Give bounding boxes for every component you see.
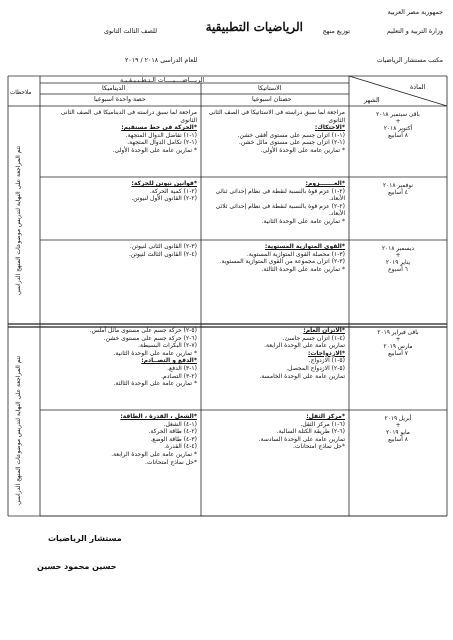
topic-line: * تمارين عامة على الوحدة الثانية. — [261, 217, 345, 225]
month-line: ديسمبر ٢٠١٨ — [382, 246, 414, 252]
topic-line: (٢-٣) التصادم. — [161, 372, 197, 380]
month-line: أبريل ٢٠١٩ — [384, 416, 412, 422]
month-cell — [351, 330, 445, 358]
page-title: الرياضيات التطبيقية — [205, 20, 303, 34]
year-label: للعام الدراسى ٢٠١٨ / ٢٠١٩ — [125, 57, 198, 64]
topic-line: تمارين عامة على الوحدة السادسة. — [258, 435, 345, 443]
dynamics-cell — [43, 327, 197, 388]
statics-cell — [204, 109, 345, 155]
notes-term1: تتم المراجعة على النهاية لتدريس موضوعات المنهج الدراسي — [15, 145, 22, 295]
month-line: يناير ٢٠١٩ — [385, 260, 411, 266]
topic-line: (١-١) اتزان جسم على مستوى أفقى خشن. — [237, 131, 345, 139]
month-line: + — [395, 337, 401, 343]
distribution-label: توزيع منهج — [322, 28, 350, 35]
month-line: نوفمبر ٢٠١٨ — [383, 183, 413, 189]
sub-dynamics-header: حصة واحدة اسبوعيا — [94, 96, 146, 103]
month-cell — [351, 112, 445, 140]
month-line: ٧ أسابيع — [388, 351, 408, 357]
topic-line: *القوى المتوازية المستوية: — [264, 243, 345, 250]
dynamics-cell — [43, 243, 197, 258]
topic-line: (١-٢) تكامل الدوال المتجهة. — [127, 139, 197, 147]
topic-line: (٥-٢) الازدواج المحصل. — [286, 364, 345, 372]
topic-line: (٢-٢) عزم قوة بالنسبة لنقطة فى نظام إحداثى ثلاثى الأبعاد. — [215, 202, 345, 218]
month-line: مارس ٢٠١٩ — [383, 344, 413, 350]
col-material-header: المادة — [410, 84, 426, 91]
topic-line: *مركز الثقل: — [306, 413, 345, 420]
topic-line: (٣-٢) القانون الثانى لنيوتن. — [129, 243, 197, 250]
country-line: جمهورية مصر العربية — [387, 9, 443, 16]
topic-line: *قوانين نيوتن للحركة: — [131, 180, 197, 187]
dynamics-cell — [43, 413, 197, 466]
grade-label: للصف الثالث الثانوى — [104, 28, 157, 35]
col-month-header: الشهر — [364, 97, 380, 104]
topic-line: (١-٣) الدفع. — [167, 364, 197, 372]
topic-line: (٤-٢) القانون الثالث لنيوتن. — [128, 250, 197, 258]
sub-statics-header: حصتان اسبوعيا — [252, 96, 292, 103]
topic-line: * تمارين عامة على الوحدة الرابعة. — [111, 450, 197, 458]
month-line: ٨ أسابيع — [388, 133, 408, 139]
notes-term2: تتم المراجعة على النهاية لتدريس موضوعات المنهج الدراسي — [15, 355, 22, 505]
col-dynamics-header: الديناميكا — [102, 85, 126, 92]
statics-cell — [204, 327, 345, 380]
topic-line: * تمارين عامة على الوحدة الثالثة. — [113, 380, 197, 388]
topic-line: *الحركة فى خط مستقيم: — [121, 124, 197, 132]
topic-line: (١-١) تفاضل الدوال المتجهة. — [125, 131, 197, 139]
statics-cell — [204, 180, 345, 226]
month-line: ٤ أسابيع — [388, 190, 408, 196]
topic-line: * تمارين عامة على الوحدة الأولى. — [260, 146, 345, 154]
topic-line: *الاحتكاك: — [314, 124, 345, 132]
dynamics-cell — [43, 180, 197, 203]
signature-name: حسين محمود حسين — [37, 562, 117, 571]
topic-line: تمارين عامة على الوحدة الخامسة. — [259, 372, 345, 380]
topic-line: (٦-٢) حركة جسم على مستوى خشن. — [103, 334, 197, 342]
topic-line: *الازدواجات: — [308, 349, 345, 357]
topic-line: (١-٤) الشغل. — [163, 420, 197, 428]
month-line: ٨ أسابيع — [388, 437, 408, 443]
topic-line: *الشغل ، القدرة ، الطاقة: — [120, 413, 197, 420]
col-statics-header: الاستاتيكا — [258, 85, 282, 92]
month-line: أكتوبر ٢٠١٨ — [383, 126, 413, 132]
statics-cell — [204, 243, 345, 273]
dynamics-cell — [43, 109, 197, 155]
subject-header: الريـــاضــــيــــات الـتـطـبـيـقـيـة — [120, 77, 205, 84]
topic-line: *حل نماذج امتحانات. — [292, 443, 345, 451]
month-line: + — [395, 119, 401, 125]
month-line: باقى سبتمبر ٢٠١٨ — [376, 112, 420, 118]
topic-line: (٦-١) مركز الثقل. — [300, 420, 345, 428]
month-cell — [351, 246, 445, 274]
month-line: + — [395, 253, 401, 259]
topic-line: مراجعة لما سبق دراسته فى الديناميكا فى الصف الثانى الثانوى — [60, 109, 197, 124]
topic-line: تمارين عامة على الوحدة الرابعة. — [264, 342, 345, 350]
topic-line: (٣-٢) اتزان مجموعة من القوى المتوازية المستوية. — [219, 258, 345, 266]
topic-line: (٤-٤) القدرة. — [164, 443, 197, 451]
topic-line: (٥-١) الازدواج. — [308, 357, 345, 365]
topic-line: *حل نماذج امتحانات. — [144, 458, 197, 466]
office-label: مكتب مستشار الرياضيات — [376, 57, 443, 64]
topic-line: *الدفع و التصــادم: — [141, 357, 197, 365]
topic-line: (٢-٢) القانون الأول لنيوتن. — [131, 195, 197, 203]
month-line: باقى فبراير ٢٠١٩ — [377, 330, 419, 336]
month-cell — [351, 183, 445, 197]
topic-line: (٥-٢) حركة جسم على مستوى مائل أملس. — [89, 327, 197, 334]
topic-line: (٧-٢) البكرات البسيطة. — [138, 342, 197, 350]
topic-line: مراجعة لما سبق دراسته فى الاستاتيكا فى الصف الثانى الثانوى — [208, 109, 345, 124]
statics-cell — [204, 413, 345, 451]
ministry-line: وزارة التربية و التعليم — [386, 28, 443, 35]
month-line: + — [395, 423, 401, 429]
signature-role: مستشار الرياضيات — [48, 534, 122, 543]
topic-line: (٢-١) عزم قوة بالنسبة لنقطة فى نظام إحداثى ثنائى الأبعاد. — [215, 187, 345, 203]
topic-line: * تمارين عامة على الوحدة الثانية. — [113, 349, 197, 357]
topic-line: *العـــــــزوم: — [305, 180, 345, 187]
month-cell — [351, 416, 445, 444]
topic-line: * تمارين عامة على الوحدة الأولى. — [112, 146, 197, 154]
col-notes-header: ملاحظات — [10, 90, 32, 96]
topic-line: (٦-٢) طريقة الكتلة السالبة. — [276, 428, 345, 436]
topic-line: (٣-١) محصلة القوى المتوازية المستوية. — [246, 250, 345, 258]
topic-line: * تمارين عامة على الوحدة الثالثة. — [261, 265, 345, 273]
month-line: ٦ أسبوع — [388, 267, 408, 273]
topic-line: (١-٢) اتزان جسم على مستوى مائل خشن. — [238, 139, 345, 147]
topic-line: (٣-٤) طاقة الوضع. — [150, 435, 197, 443]
month-line: مايو ٢٠١٩ — [386, 430, 410, 436]
topic-line: (٤-١) اتزان جسم جاسئ. — [282, 334, 345, 342]
topic-line: *الاتزان العام: — [303, 327, 345, 334]
topic-line: (٢-٤) طاقة الحركة. — [148, 428, 197, 436]
topic-line: (٢-١) كمية الحركة. — [149, 187, 197, 195]
